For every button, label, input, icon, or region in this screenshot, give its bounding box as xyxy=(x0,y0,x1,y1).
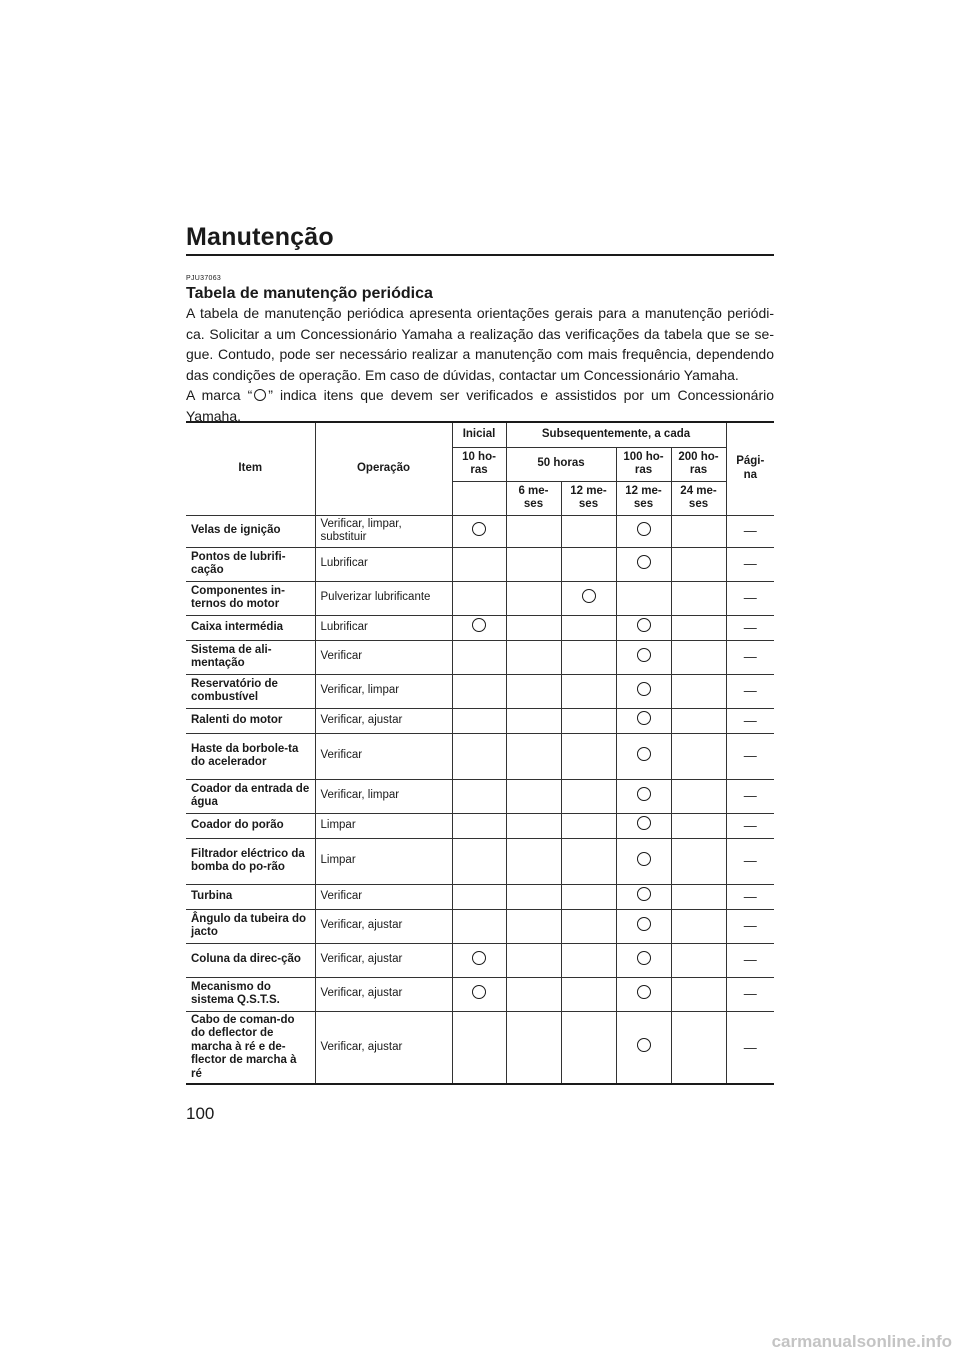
interval-cell xyxy=(452,515,506,547)
row-operation: Verificar xyxy=(315,884,452,909)
maintenance-table xyxy=(186,421,774,1085)
interval-cell xyxy=(671,547,726,581)
interval-cell xyxy=(561,547,616,581)
interval-cell xyxy=(671,977,726,1011)
table-row xyxy=(186,884,774,909)
page-number: 100 xyxy=(186,1104,215,1123)
table-body xyxy=(186,515,774,1084)
interval-cell xyxy=(561,708,616,733)
row-item: Sistema de ali-mentação xyxy=(186,640,315,674)
interval-cell xyxy=(561,779,616,813)
interval-cell xyxy=(452,909,506,943)
header-months: 12 me-ses xyxy=(561,481,616,515)
row-page: — xyxy=(726,515,774,547)
circle-mark-icon xyxy=(254,389,266,401)
circle-mark-icon xyxy=(472,522,486,536)
interval-cell xyxy=(506,813,561,838)
interval-cell xyxy=(506,515,561,547)
interval-cell xyxy=(561,943,616,977)
header-operation: Operação xyxy=(315,422,452,515)
mark-text-after: ” indica itens que devem ser verificados e assistidos por um Concessionário Yamaha. xyxy=(186,387,774,424)
interval-cell xyxy=(616,909,671,943)
row-page: — xyxy=(726,838,774,884)
table-row xyxy=(186,581,774,615)
interval-cell xyxy=(561,674,616,708)
table-row xyxy=(186,547,774,581)
interval-cell xyxy=(561,1011,616,1084)
table-row xyxy=(186,909,774,943)
table-row xyxy=(186,733,774,779)
header-hours: 100 ho-ras xyxy=(616,447,671,481)
interval-cell xyxy=(506,708,561,733)
row-operation: Verificar, limpar xyxy=(315,674,452,708)
row-page: — xyxy=(726,977,774,1011)
row-operation: Verificar, limpar, substituir xyxy=(315,515,452,547)
circle-mark-icon xyxy=(637,555,651,569)
interval-cell xyxy=(452,1011,506,1084)
interval-cell xyxy=(616,977,671,1011)
interval-cell xyxy=(561,733,616,779)
mark-text-before: A marca “ xyxy=(186,387,253,403)
interval-cell xyxy=(561,581,616,615)
chapter-title: Manutenção xyxy=(186,222,774,256)
interval-cell xyxy=(452,838,506,884)
row-item: Componentes in-ternos do motor xyxy=(186,581,315,615)
interval-cell xyxy=(616,515,671,547)
circle-mark-icon xyxy=(637,618,651,632)
row-operation: Verificar, ajustar xyxy=(315,909,452,943)
interval-cell xyxy=(452,708,506,733)
interval-cell xyxy=(506,615,561,640)
interval-cell xyxy=(616,838,671,884)
interval-cell xyxy=(671,943,726,977)
table-row xyxy=(186,977,774,1011)
row-page: — xyxy=(726,640,774,674)
row-operation: Verificar, ajustar xyxy=(315,1011,452,1084)
row-item: Ângulo da tubeira do jacto xyxy=(186,909,315,943)
interval-cell xyxy=(616,547,671,581)
row-item: Mecanismo do sistema Q.S.T.S. xyxy=(186,977,315,1011)
row-item: Caixa intermédia xyxy=(186,615,315,640)
row-item: Coador do porão xyxy=(186,813,315,838)
row-operation: Verificar, ajustar xyxy=(315,943,452,977)
mark-paragraph xyxy=(186,385,774,426)
interval-cell xyxy=(506,884,561,909)
header-months: 24 me-ses xyxy=(671,481,726,515)
circle-mark-icon xyxy=(637,787,651,801)
interval-cell xyxy=(506,943,561,977)
interval-cell xyxy=(506,581,561,615)
row-item: Turbina xyxy=(186,884,315,909)
interval-cell xyxy=(561,640,616,674)
circle-mark-icon xyxy=(472,985,486,999)
header-hours: 50 horas xyxy=(506,447,616,481)
interval-cell xyxy=(616,813,671,838)
circle-mark-icon xyxy=(637,887,651,901)
interval-cell xyxy=(671,640,726,674)
row-operation: Verificar, limpar xyxy=(315,779,452,813)
header-months: 6 me-ses xyxy=(506,481,561,515)
row-page: — xyxy=(726,615,774,640)
circle-mark-icon xyxy=(582,589,596,603)
row-item: Cabo de coman-do do deflector de marcha à ré e de-flector de marcha à ré xyxy=(186,1011,315,1084)
interval-cell xyxy=(616,708,671,733)
section xyxy=(186,274,774,426)
row-page: — xyxy=(726,943,774,977)
header-initial: Inicial xyxy=(452,422,506,447)
interval-cell xyxy=(616,733,671,779)
row-page: — xyxy=(726,708,774,733)
watermark: carmanualsonline.info xyxy=(771,1332,952,1351)
table-row xyxy=(186,1011,774,1084)
circle-mark-icon xyxy=(637,852,651,866)
interval-cell xyxy=(452,615,506,640)
row-operation: Limpar xyxy=(315,813,452,838)
interval-cell xyxy=(506,1011,561,1084)
interval-cell xyxy=(671,733,726,779)
table-row xyxy=(186,813,774,838)
row-page: — xyxy=(726,581,774,615)
row-page: — xyxy=(726,733,774,779)
page-header xyxy=(186,222,774,256)
row-operation: Limpar xyxy=(315,838,452,884)
circle-mark-icon xyxy=(637,522,651,536)
interval-cell xyxy=(452,581,506,615)
interval-cell xyxy=(561,813,616,838)
row-item: Velas de ignição xyxy=(186,515,315,547)
section-code: PJU37063 xyxy=(186,275,222,282)
interval-cell xyxy=(671,708,726,733)
interval-cell xyxy=(506,909,561,943)
interval-cell xyxy=(616,884,671,909)
interval-cell xyxy=(561,909,616,943)
row-operation: Verificar xyxy=(315,733,452,779)
interval-cell xyxy=(671,779,726,813)
interval-cell xyxy=(506,547,561,581)
header-page: Pági-na xyxy=(726,422,774,515)
row-page: — xyxy=(726,1011,774,1084)
table-row xyxy=(186,708,774,733)
interval-cell xyxy=(561,838,616,884)
interval-cell xyxy=(506,779,561,813)
interval-cell xyxy=(452,977,506,1011)
header-months: 12 me-ses xyxy=(616,481,671,515)
row-operation: Lubrificar xyxy=(315,615,452,640)
header-subsequent: Subsequentemente, a cada xyxy=(506,422,726,447)
row-page: — xyxy=(726,909,774,943)
row-operation: Verificar, ajustar xyxy=(315,708,452,733)
interval-cell xyxy=(452,674,506,708)
interval-cell xyxy=(671,615,726,640)
row-item: Pontos de lubrifi-cação xyxy=(186,547,315,581)
interval-cell xyxy=(616,943,671,977)
interval-cell xyxy=(671,1011,726,1084)
interval-cell xyxy=(561,615,616,640)
interval-cell xyxy=(616,779,671,813)
row-page: — xyxy=(726,547,774,581)
interval-cell xyxy=(561,884,616,909)
row-item: Coador da entrada de água xyxy=(186,779,315,813)
interval-cell xyxy=(671,909,726,943)
interval-cell xyxy=(616,581,671,615)
interval-cell xyxy=(506,733,561,779)
row-operation: Pulverizar lubrificante xyxy=(315,581,452,615)
circle-mark-icon xyxy=(472,618,486,632)
interval-cell xyxy=(671,813,726,838)
circle-mark-icon xyxy=(637,917,651,931)
circle-mark-icon xyxy=(472,951,486,965)
interval-cell xyxy=(452,779,506,813)
circle-mark-icon xyxy=(637,985,651,999)
interval-cell xyxy=(616,615,671,640)
table-row xyxy=(186,779,774,813)
circle-mark-icon xyxy=(637,747,651,761)
interval-cell xyxy=(671,674,726,708)
interval-cell xyxy=(561,515,616,547)
interval-cell xyxy=(671,838,726,884)
row-item: Reservatório de combustível xyxy=(186,674,315,708)
row-page: — xyxy=(726,674,774,708)
row-item: Haste da borbole-ta do acelerador xyxy=(186,733,315,779)
intro-paragraph: A tabela de manutenção periódica apresenta orientações gerais para a manutenção periódi-ca. Solicitar a um Concessionário Yamaha a realização das verificações da tabela que se se-gue. Contudo, pode ser necessário realizar a manutenção com mais frequência, dependendo das condições de operação. Em caso de dúvidas, contactar um Concessionário Yamaha. xyxy=(186,305,774,383)
interval-cell xyxy=(452,640,506,674)
circle-mark-icon xyxy=(637,1038,651,1052)
header-hours: 10 ho-ras xyxy=(452,447,506,481)
table-row xyxy=(186,674,774,708)
header-months-empty xyxy=(452,481,506,515)
circle-mark-icon xyxy=(637,951,651,965)
row-operation: Verificar, ajustar xyxy=(315,977,452,1011)
interval-cell xyxy=(671,515,726,547)
circle-mark-icon xyxy=(637,711,651,725)
row-item: Filtrador eléctrico da bomba do po-rão xyxy=(186,838,315,884)
table-row xyxy=(186,615,774,640)
interval-cell xyxy=(671,884,726,909)
row-item: Ralenti do motor xyxy=(186,708,315,733)
row-page: — xyxy=(726,779,774,813)
interval-cell xyxy=(452,733,506,779)
row-item: Coluna da direc-ção xyxy=(186,943,315,977)
interval-cell xyxy=(506,640,561,674)
row-page: — xyxy=(726,884,774,909)
interval-cell xyxy=(506,674,561,708)
interval-cell xyxy=(616,640,671,674)
header-item: Item xyxy=(186,422,315,515)
row-operation: Verificar xyxy=(315,640,452,674)
interval-cell xyxy=(616,1011,671,1084)
interval-cell xyxy=(561,977,616,1011)
header-hours: 200 ho-ras xyxy=(671,447,726,481)
row-page: — xyxy=(726,813,774,838)
interval-cell xyxy=(452,884,506,909)
interval-cell xyxy=(452,813,506,838)
interval-cell xyxy=(506,838,561,884)
section-title: Tabela de manutenção periódica xyxy=(186,285,433,302)
interval-cell xyxy=(506,977,561,1011)
interval-cell xyxy=(452,547,506,581)
row-operation: Lubrificar xyxy=(315,547,452,581)
circle-mark-icon xyxy=(637,648,651,662)
table-row xyxy=(186,838,774,884)
circle-mark-icon xyxy=(637,682,651,696)
circle-mark-icon xyxy=(637,816,651,830)
table-row xyxy=(186,943,774,977)
table-row xyxy=(186,640,774,674)
interval-cell xyxy=(671,581,726,615)
table-row xyxy=(186,515,774,547)
interval-cell xyxy=(452,943,506,977)
interval-cell xyxy=(616,674,671,708)
